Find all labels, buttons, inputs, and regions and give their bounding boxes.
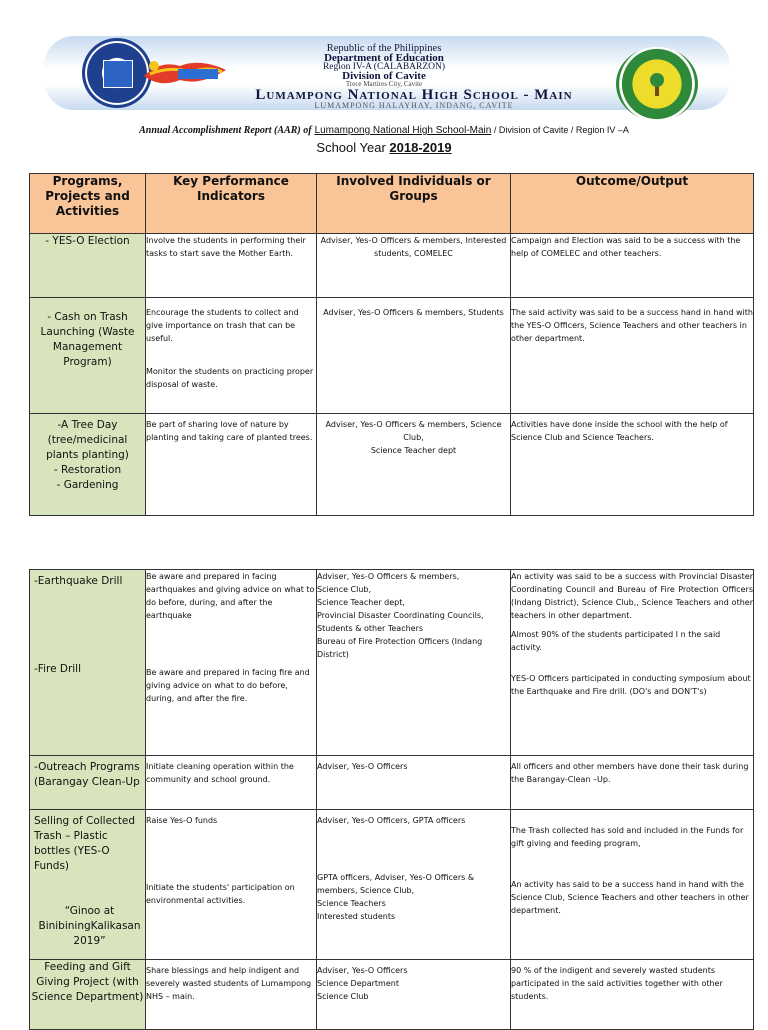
report-title-label: Annual Accomplishment Report (AAR) of: [139, 125, 312, 136]
school-year-value: 2018-2019: [389, 140, 452, 155]
kpi-cell: Raise Yes-O funds Initiate the students' participation on environmental activities.: [146, 810, 317, 960]
report-title: [0, 125, 768, 136]
table-row: [30, 756, 754, 810]
outcome-cell: All officers and other members have done their task during the Barangay-Clean –Up.: [511, 756, 754, 810]
program-cell: -Outreach Programs (Barangay Clean-Up: [30, 756, 146, 810]
outcome-cell: Activities have done inside the school with the help of Science Club and Science Teachers.: [511, 414, 754, 516]
involved-cell: Adviser, Yes-O Officers, GPTA officers GPTA officers, Adviser, Yes-O Officers & members, Science Club, Science Teachers Interested students: [317, 810, 511, 960]
kpi-cell: Be aware and prepared in facing earthquakes and giving advice on what to do before, during, and after the earthquake Be aware and prepared in facing fire and giving advice on what to do before, during, and after the fire.: [146, 570, 317, 756]
header-programs: Programs, Projects and Activities: [30, 174, 146, 234]
header-kpi: Key Performance Indicators: [146, 174, 317, 234]
table-row: [30, 960, 754, 1030]
school-name: Lumampong National High School - Main: [255, 87, 573, 103]
kpi-cell: Initiate cleaning operation within the community and school ground.: [146, 756, 317, 810]
table-row: [30, 414, 754, 516]
school-year-label: School Year: [316, 140, 390, 155]
school-address: LUMAMPONG HALAYHAY, INDANG, CAVITE: [314, 101, 514, 110]
involved-cell: Adviser, Yes-O Officers & members, Science Club, Science Teacher dept: [317, 414, 511, 516]
table-row: [30, 810, 754, 960]
kpi-cell: Encourage the students to collect and give importance on trash that can be useful. Monitor the students on practicing proper disposal of waste.: [146, 298, 317, 414]
program-cell: -Earthquake Drill -Fire Drill: [30, 570, 146, 756]
involved-cell: Adviser, Yes-O Officers & members, Interested students, COMELEC: [317, 234, 511, 298]
kpi-cell: Be part of sharing love of nature by planting and taking care of planted trees.: [146, 414, 317, 516]
table-row: [30, 570, 754, 756]
table-header-row: [30, 174, 754, 234]
outcome-cell: The said activity was said to be a success hand in hand with the YES-O Officers, Science Teachers and other teachers in other department.: [511, 298, 754, 414]
outcome-cell: Campaign and Election was said to be a success with the help of COMELEC and other teachers.: [511, 234, 754, 298]
program-cell: -A Tree Day (tree/medicinal plants planting) - Restoration - Gardening: [30, 414, 146, 516]
republic-line: Republic of the Philippines: [326, 43, 442, 54]
department-line: Department of Education: [324, 52, 444, 64]
table-row: [30, 234, 754, 298]
involved-cell: Adviser, Yes-O Officers: [317, 756, 511, 810]
table-row: [30, 298, 754, 414]
header-involved: Involved Individuals or Groups: [317, 174, 511, 234]
region-line: Region IV-A (CALABARZON): [322, 62, 446, 72]
report-title-school: Lumampong National High School-Main: [314, 125, 492, 136]
program-cell: Selling of Collected Trash – Plastic bottles (YES-O Funds) “Ginoo at BinibiningKalikasan 2019”: [30, 810, 146, 960]
outcome-cell: An activity was said to be a success with Provincial Disaster Coordinating Council and Bureau of Fire Protection Officers (Indang District), Science Club,, Science Teachers and other teachers in other department. Almost 90% of the students participated I n the said activity. YES-O Officers participated in conducting symposium about the Earthquake and Fire drill. (DO's and DON'T's): [511, 570, 754, 756]
involved-cell: Adviser, Yes-O Officers Science Department Science Club: [317, 960, 511, 1030]
involved-cell: Adviser, Yes-O Officers & members, Science Club, Science Teacher dept, Provincial Disaster Coordinating Councils, Students & other Teachers Bureau of Fire Protection Officers (Indang District): [317, 570, 511, 756]
program-cell: - YES-O Election: [30, 234, 146, 298]
accomplishment-table-2: [29, 569, 754, 1030]
report-title-rest: / Division of Cavite / Region IV –A: [491, 125, 629, 135]
involved-cell: Adviser, Yes-O Officers & members, Students: [317, 298, 511, 414]
kpi-cell: Share blessings and help indigent and severely wasted students of Lumampong NHS – main.: [146, 960, 317, 1030]
division-line: Division of Cavite: [342, 70, 426, 82]
program-cell: - Cash on Trash Launching (Waste Management Program): [30, 298, 146, 414]
kpi-cell: Involve the students in performing their tasks to start save the Mother Earth.: [146, 234, 317, 298]
outcome-cell: The Trash collected has sold and included in the Funds for gift giving and feeding program, An activity has said to be a success hand in hand with the Science Club, Science Teachers and other teachers in other department.: [511, 810, 754, 960]
school-year: [0, 140, 768, 155]
accomplishment-table-1: [29, 173, 754, 516]
program-cell: Feeding and Gift Giving Project (with Science Department): [30, 960, 146, 1030]
header-outcome: Outcome/Output: [511, 174, 754, 234]
outcome-cell: 90 % of the indigent and severely wasted students participated in the said activities together with other students.: [511, 960, 754, 1030]
city-line: Trece Martires City, Cavite: [345, 80, 423, 88]
